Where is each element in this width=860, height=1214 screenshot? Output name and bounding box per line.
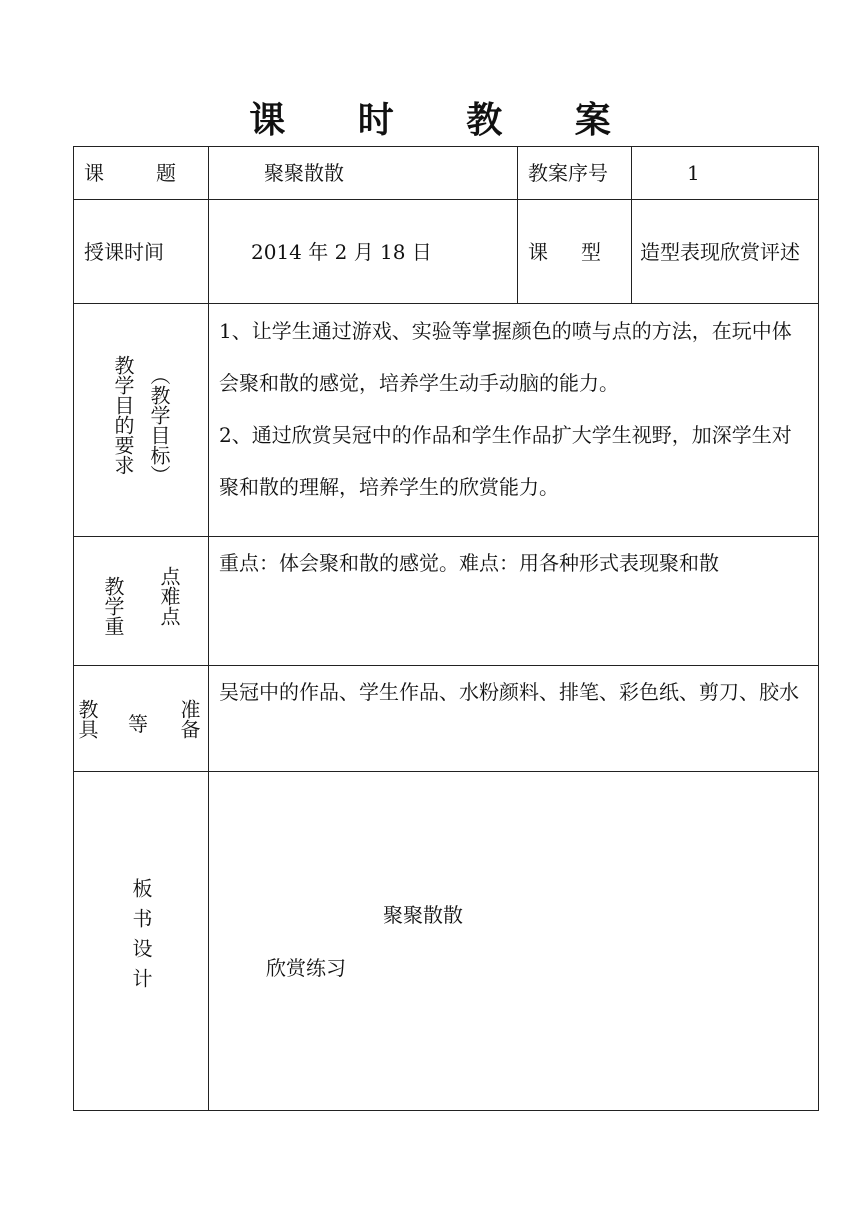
goals-label-sub: （教学目标） xyxy=(147,365,171,485)
topic-value: 聚聚散散 xyxy=(209,147,518,200)
board-label-cell xyxy=(74,772,209,1111)
board-heading: 聚聚散散 xyxy=(383,903,463,927)
goals-content xyxy=(209,304,819,537)
topic-label-a: 课 xyxy=(84,161,104,185)
key-value: 重点：体会聚和散的感觉。难点：用各种形式表现聚和散 xyxy=(209,537,819,666)
board-sub: 欣赏练习 xyxy=(266,956,346,980)
type-value: 造型表现欣赏评述 xyxy=(632,200,819,304)
time-label: 授课时间 xyxy=(74,200,209,304)
lesson-plan-table xyxy=(73,146,819,1111)
type-label-a: 课 xyxy=(528,239,548,264)
row-goals xyxy=(74,304,819,537)
key-label-cell xyxy=(74,537,209,666)
goals-label-cell xyxy=(74,304,209,537)
board-content xyxy=(209,772,819,1111)
goal-item-2: 2、通过欣赏吴冠中的作品和学生作品扩大学生视野，加深学生对聚和散的理解，培养学生的欣赏能力。 xyxy=(219,423,792,499)
topic-label-cell xyxy=(74,147,209,200)
board-label: 板书设计 xyxy=(129,878,153,998)
goal-item-1: 1、让学生通过游戏、实验等掌握颜色的喷与点的方法，在玩中体会聚和散的感觉，培养学生动手动脑的能力。 xyxy=(219,319,792,395)
type-label-cell xyxy=(518,200,632,304)
row-time xyxy=(74,200,819,304)
row-tools xyxy=(74,666,819,772)
tools-label-b: 等 xyxy=(128,711,148,736)
topic-label-b: 题 xyxy=(156,161,176,185)
time-value: 2014 年 2 月 18 日 xyxy=(209,200,518,304)
page-title: 课 时 教 案 xyxy=(249,99,641,141)
tools-label-cell xyxy=(74,666,209,772)
row-board xyxy=(74,772,819,1111)
row-key xyxy=(74,537,819,666)
seq-value: 1 xyxy=(632,147,819,200)
key-label-col1: 教学重 xyxy=(101,576,125,636)
tools-label-a: 教具 xyxy=(75,698,99,739)
seq-label: 教案序号 xyxy=(518,147,632,200)
row-topic xyxy=(74,147,819,200)
type-label-b: 型 xyxy=(581,239,601,264)
tools-value: 吴冠中的作品、学生作品、水粉颜料、排笔、彩色纸、剪刀、胶水 xyxy=(209,666,819,772)
tools-label-c: 准备 xyxy=(177,698,201,739)
goals-label-main: 教学目的要求 xyxy=(111,355,135,475)
key-label-col2: 点难点 xyxy=(157,566,181,626)
